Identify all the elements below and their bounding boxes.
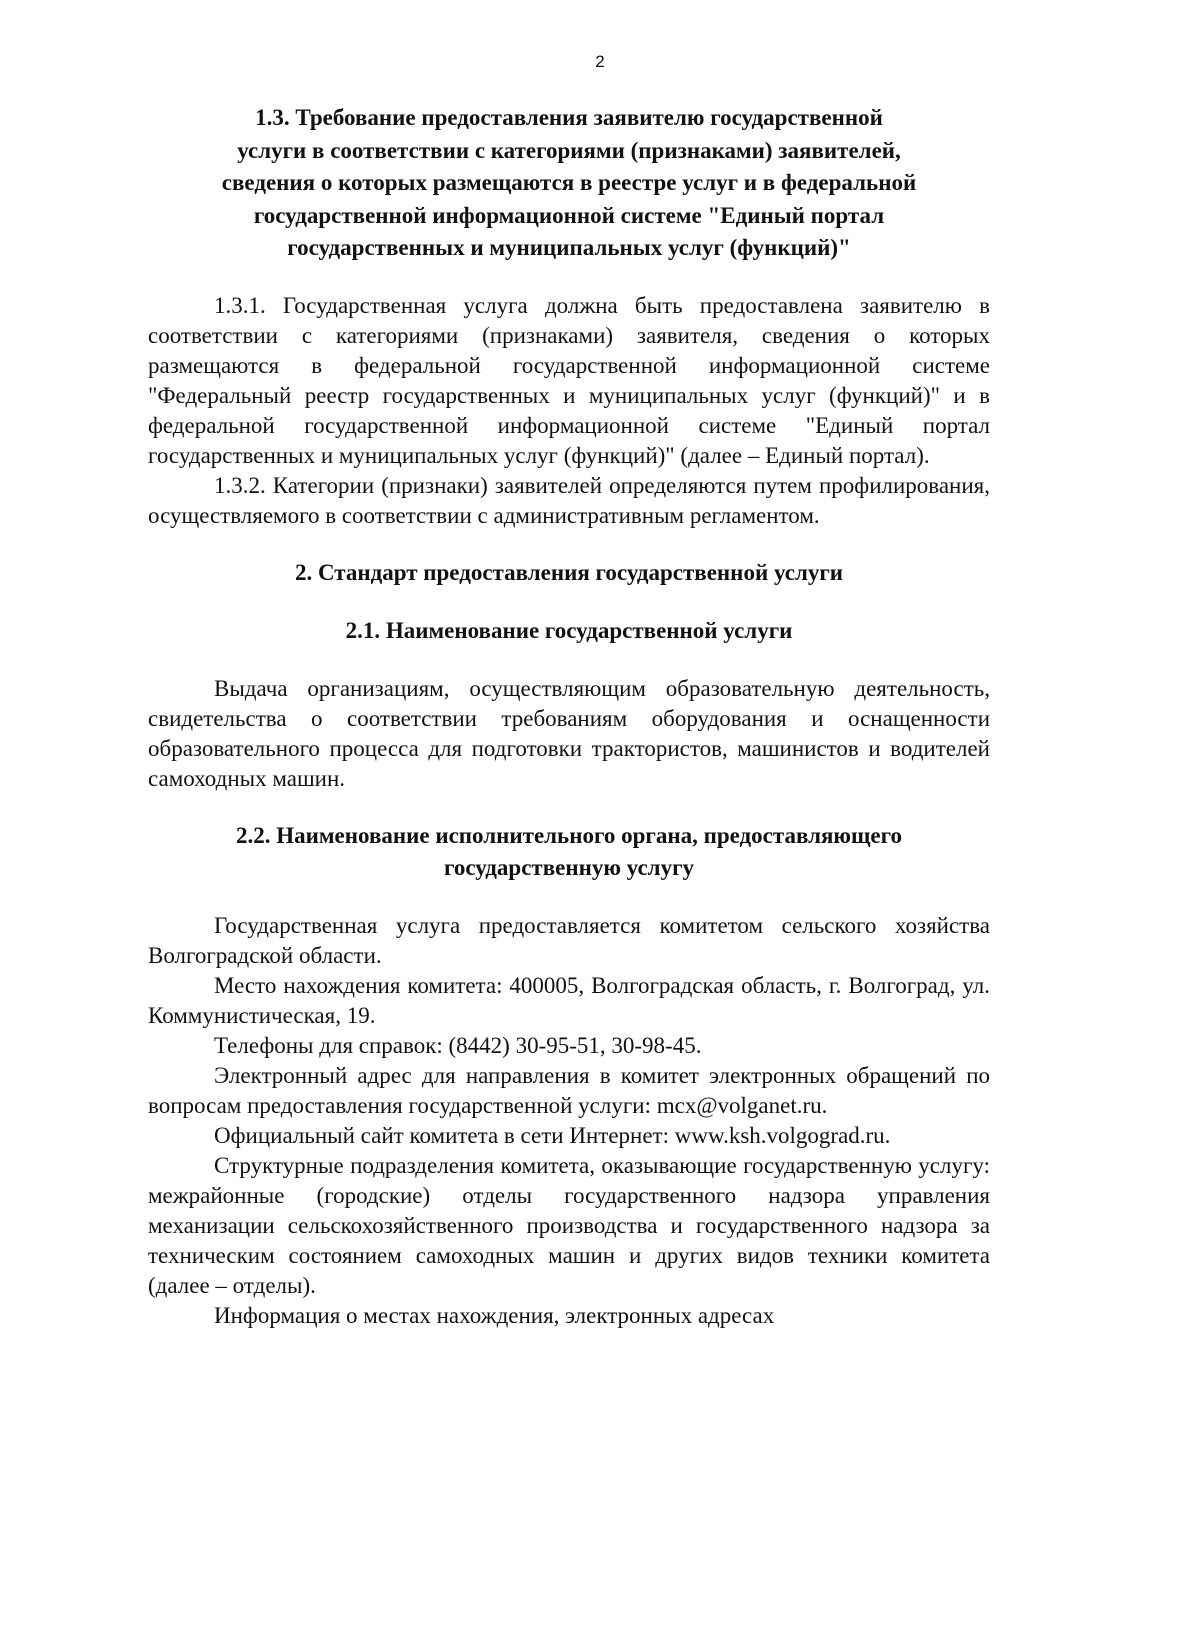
section-1-3-heading: 1.3. Требование предоставления заявителю государственной услуги в соответствии с категориями (признаками) заявителей, сведения о которых размещаются в реестре услуг и в федеральной государственной информационной системе "Единый портал государственных и муниципальных услуг (функций)" [221, 105, 917, 260]
section-2-1-paragraph: Выдача организациям, осуществляющим образовательную деятельность, свидетельства о соответствии требованиям оборудования и оснащенности образовательного процесса для подготовки трактористов, машинистов и водителей самоходных машин. [148, 675, 990, 791]
departments-paragraph: Структурные подразделения комитета, оказывающие государственную услугу: межрайонные (городские) отделы государственного надзора управления механизации сельскохозяйственного производства и государственного надзора за техническим состоянием самоходных машин и других видов техники комитета (далее – отделы). [148, 1152, 990, 1298]
info-paragraph: Информация о местах нахождения, электронных адресах [214, 1302, 775, 1328]
email-paragraph: Электронный адрес для направления в комитет электронных обращений по вопросам предоставления государственной услуги: mcx@volganet.ru. [148, 1062, 990, 1118]
website-paragraph: Официальный сайт комитета в сети Интернет: www.ksh.volgograd.ru. [214, 1122, 891, 1148]
section-1-3-1-paragraph: 1.3.1. Государственная услуга должна быть предоставлена заявителю в соответствии с категориями (признаками) заявителя, сведения о которых размещаются в федеральной государственной информационной системе "Федеральный реестр государственных и муниципальных услуг (функций)" и в федеральной государственной информационной системе "Единый портал государственных и муниципальных услуг (функций)" (далее – Единый портал). [148, 292, 990, 468]
section-2-1-heading: 2.1. Наименование государственной услуги [345, 618, 793, 643]
page-number: 2 [595, 52, 605, 71]
section-2-heading: 2. Стандарт предоставления государственной услуги [294, 559, 844, 585]
location-paragraph: Место нахождения комитета: 400005, Волгоградская область, г. Волгоград, ул. Коммунистическая, 19. [148, 972, 990, 1028]
phones-paragraph: Телефоны для справок: (8442) 30-95-51, 30-98-45. [214, 1032, 702, 1058]
document-body [148, 102, 990, 1331]
section-2-2-heading: 2.2. Наименование исполнительного органа, предоставляющего государственную услугу [236, 822, 902, 880]
section-1-3-2-paragraph: 1.3.2. Категории (признаки) заявителей определяются путем профилирования, осуществляемого в соответствии с административным регламентом. [148, 472, 990, 528]
committee-paragraph: Государственная услуга предоставляется комитетом сельского хозяйства Волгоградской области. [148, 912, 990, 968]
